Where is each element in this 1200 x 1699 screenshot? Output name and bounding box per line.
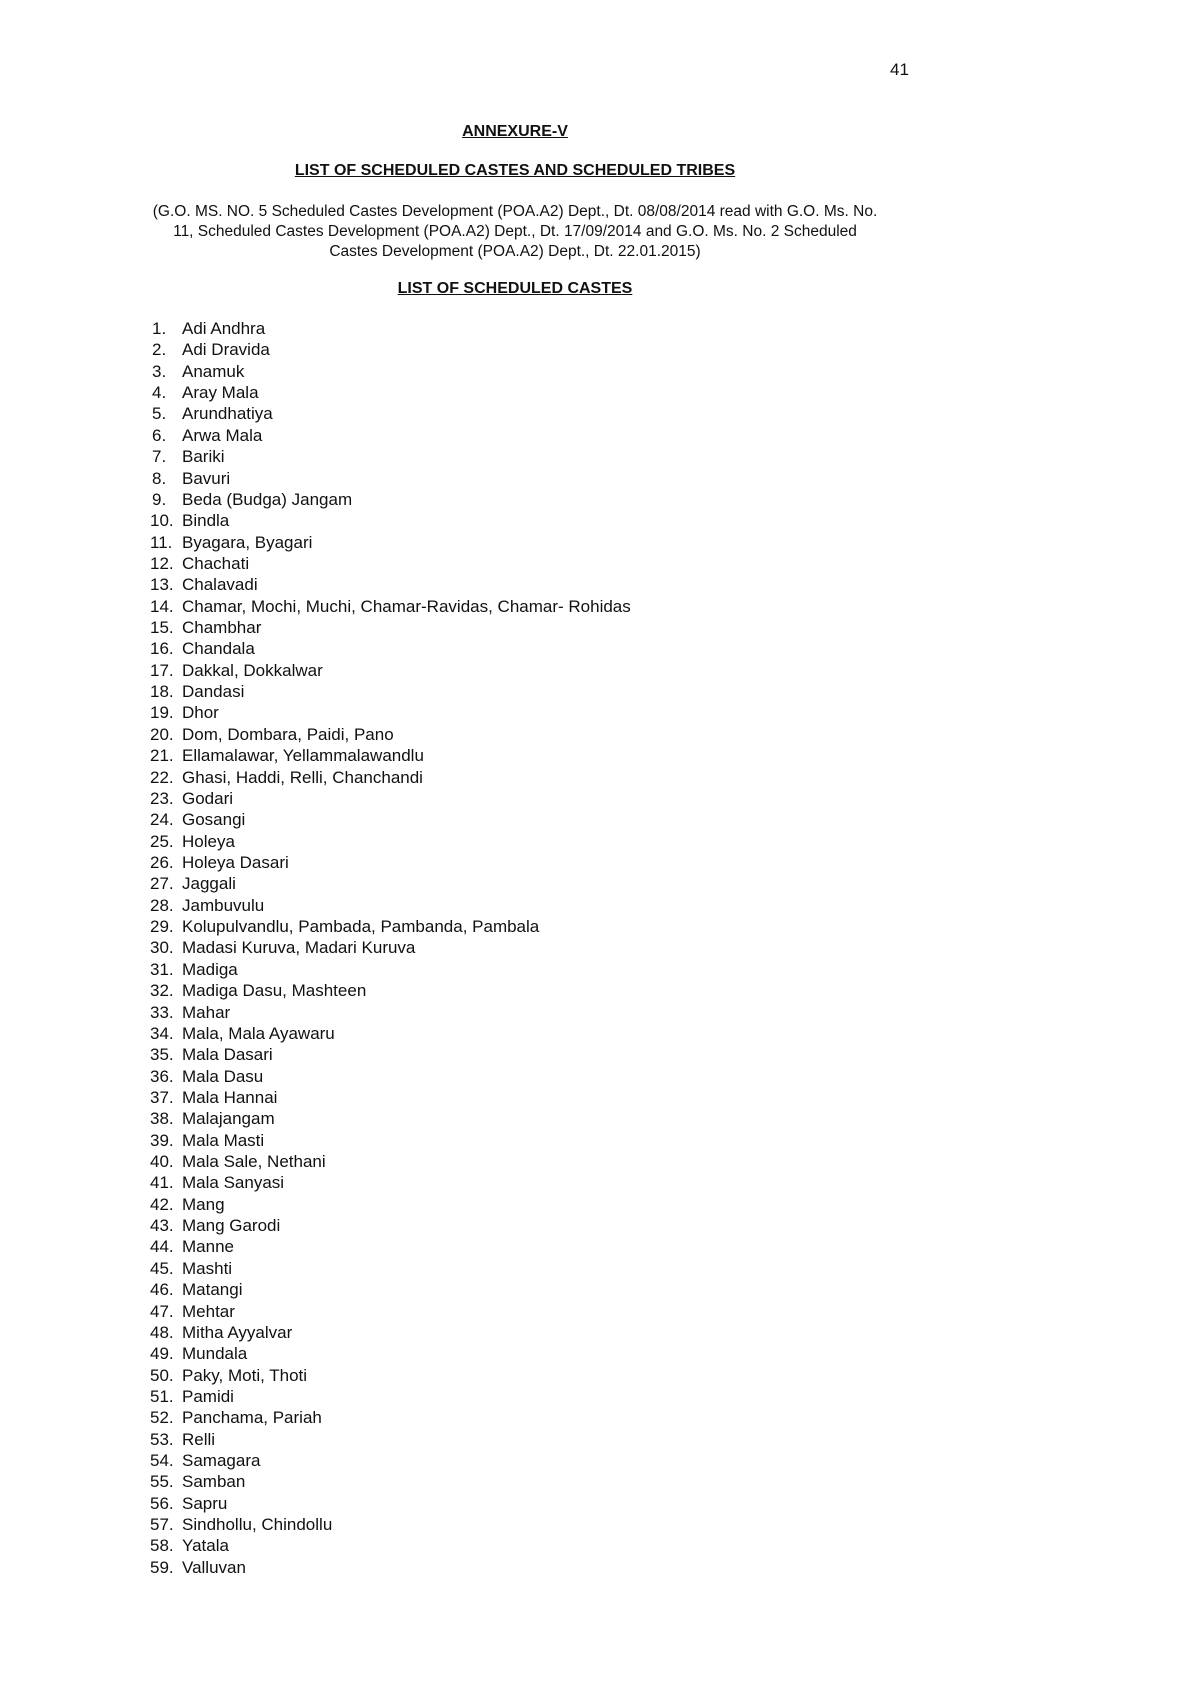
list-item-name: Madasi Kuruva, Madari Kuruva: [182, 938, 416, 958]
list-item-number: 45.: [150, 1258, 174, 1278]
list-item: [150, 702, 631, 723]
list-item-number: 30.: [150, 938, 174, 958]
list-item-name: Paky, Moti, Thoti: [182, 1365, 308, 1385]
document-title: LIST OF SCHEDULED CASTES AND SCHEDULED TRIBES: [294, 162, 736, 179]
list-item-number: 44.: [150, 1237, 174, 1257]
list-item: [150, 852, 631, 873]
list-item: [150, 1044, 631, 1065]
list-item-name: Mehtar: [182, 1301, 235, 1321]
list-item-number: 41.: [150, 1173, 174, 1193]
list-item-name: Malajangam: [182, 1109, 275, 1129]
list-item: [150, 1130, 631, 1151]
list-item-name: Mitha Ayyalvar: [182, 1322, 293, 1342]
list-item-number: 33.: [150, 1002, 174, 1022]
list-item: [150, 980, 631, 1001]
list-item-number: 20.: [150, 724, 174, 744]
list-item-name: Chandala: [182, 639, 255, 659]
list-item-name: Chambhar: [182, 618, 262, 638]
list-item: [150, 574, 631, 595]
go-reference-line-3: Castes Development (POA.A2) Dept., Dt. 22.01.2015): [329, 243, 701, 260]
list-item-name: Sindhollu, Chindollu: [182, 1515, 333, 1535]
list-item: [150, 403, 631, 424]
list-item: [150, 660, 631, 681]
list-item: [150, 916, 631, 937]
list-item: [150, 1322, 631, 1343]
scheduled-castes-list: [150, 318, 631, 1578]
list-item-number: 15.: [150, 618, 174, 638]
list-item: [150, 446, 631, 467]
list-item-name: Holeya: [182, 831, 235, 851]
list-item-number: 21.: [150, 746, 174, 766]
list-item: [150, 1172, 631, 1193]
list-item-name: Dom, Dombara, Paidi, Pano: [182, 724, 394, 744]
list-item: [150, 553, 631, 574]
list-item-number: 50.: [150, 1365, 174, 1385]
list-item: [150, 1535, 631, 1556]
list-item-name: Yatala: [182, 1536, 229, 1556]
list-item-name: Bariki: [182, 447, 225, 467]
list-item: [150, 1471, 631, 1492]
list-item-name: Valluvan: [182, 1557, 246, 1577]
list-item: [150, 1002, 631, 1023]
list-item-name: Mang: [182, 1194, 225, 1214]
list-item: [150, 1194, 631, 1215]
list-item-number: 28.: [150, 895, 174, 915]
list-item-number: 25.: [150, 831, 174, 851]
list-item-number: 18.: [150, 682, 174, 702]
list-item-number: 32.: [150, 981, 174, 1001]
list-item-number: 48.: [150, 1322, 174, 1342]
list-item-number: 23.: [150, 788, 174, 808]
list-item-number: 16.: [150, 639, 174, 659]
list-item-name: Madiga Dasu, Mashteen: [182, 981, 367, 1001]
list-item: [150, 532, 631, 553]
list-item: [150, 1215, 631, 1236]
list-item-name: Matangi: [182, 1280, 243, 1300]
list-item-number: 12.: [150, 553, 174, 573]
list-item-number: 34.: [150, 1023, 174, 1043]
list-item-name: Pamidi: [182, 1386, 234, 1406]
list-item-number: 40.: [150, 1152, 174, 1172]
list-item: [150, 937, 631, 958]
list-item: [150, 1066, 631, 1087]
list-item: [150, 468, 631, 489]
list-item: [150, 895, 631, 916]
list-item: [150, 724, 631, 745]
list-item-number: 29.: [150, 917, 174, 937]
list-item-name: Samagara: [182, 1451, 261, 1471]
list-item: [150, 831, 631, 852]
list-item-number: 24.: [150, 810, 174, 830]
list-item-number: 58.: [150, 1536, 174, 1556]
list-item: [150, 318, 631, 339]
list-item: [150, 1365, 631, 1386]
go-reference-line-1: (G.O. MS. NO. 5 Scheduled Castes Development (POA.A2) Dept., Dt. 08/08/2014 read with G.O. Ms. No.: [152, 203, 878, 220]
list-item-name: Chalavadi: [182, 575, 258, 595]
list-item: [150, 788, 631, 809]
list-item-number: 22.: [150, 767, 174, 787]
list-item-name: Mala Sanyasi: [182, 1173, 285, 1193]
list-item: [150, 1407, 631, 1428]
list-item-number: 8.: [152, 468, 167, 488]
list-item-name: Sapru: [182, 1493, 228, 1513]
list-item-number: 54.: [150, 1451, 174, 1471]
list-item-number: 42.: [150, 1194, 174, 1214]
list-item: [150, 1493, 631, 1514]
list-item: [150, 489, 631, 510]
list-item-number: 56.: [150, 1493, 174, 1513]
list-item-number: 31.: [150, 959, 174, 979]
list-item-name: Mala, Mala Ayawaru: [182, 1023, 335, 1043]
list-item-name: Mang Garodi: [182, 1216, 281, 1236]
list-item-name: Mala Sale, Nethani: [182, 1152, 326, 1172]
list-item: [150, 959, 631, 980]
list-item-number: 51.: [150, 1386, 174, 1406]
list-item-name: Jaggali: [182, 874, 236, 894]
list-item-number: 27.: [150, 874, 174, 894]
list-item-number: 35.: [150, 1045, 174, 1065]
list-item-number: 52.: [150, 1408, 174, 1428]
list-item-name: Dandasi: [182, 682, 245, 702]
list-item-name: Beda (Budga) Jangam: [182, 489, 353, 509]
list-item-name: Dakkal, Dokkalwar: [182, 660, 323, 680]
list-item: [150, 617, 631, 638]
list-item-name: Mundala: [182, 1344, 248, 1364]
list-item-name: Mahar: [182, 1002, 231, 1022]
list-item-name: Mashti: [182, 1258, 233, 1278]
list-item-name: Relli: [182, 1429, 216, 1449]
list-item: [150, 1429, 631, 1450]
list-item: [150, 596, 631, 617]
list-item-number: 59.: [150, 1557, 174, 1577]
list-item-number: 9.: [152, 489, 167, 509]
list-item: [150, 638, 631, 659]
list-item-name: Mala Dasu: [182, 1066, 264, 1086]
list-item-name: Kolupulvandlu, Pambada, Pambanda, Pambala: [182, 917, 540, 937]
go-reference-line-2: 11, Scheduled Castes Development (POA.A2) Dept., Dt. 17/09/2014 and G.O. Ms. No. 2 Scheduled: [173, 223, 857, 240]
list-item: [150, 1450, 631, 1471]
list-item-number: 39.: [150, 1130, 174, 1150]
list-item-name: Mala Masti: [182, 1130, 265, 1150]
list-item-number: 6.: [152, 425, 167, 445]
annexure-heading: ANNEXURE-V: [462, 123, 568, 140]
section-title: LIST OF SCHEDULED CASTES: [397, 280, 633, 297]
page-number: 41: [890, 60, 909, 79]
list-item-number: 57.: [150, 1515, 174, 1535]
list-item: [150, 361, 631, 382]
list-item-name: Jambuvulu: [182, 895, 265, 915]
list-item-number: 14.: [150, 596, 174, 616]
list-item-name: Dhor: [182, 703, 219, 723]
list-item-number: 53.: [150, 1429, 174, 1449]
list-item-number: 10.: [150, 511, 174, 531]
list-item-name: Byagara, Byagari: [182, 532, 313, 552]
list-item-number: 46.: [150, 1280, 174, 1300]
list-item-name: Manne: [182, 1237, 234, 1257]
list-item-number: 5.: [152, 404, 167, 424]
go-reference: [110, 202, 920, 262]
list-item: [150, 1023, 631, 1044]
list-item: [150, 1386, 631, 1407]
list-item: [150, 767, 631, 788]
list-item-name: Arwa Mala: [182, 425, 263, 445]
list-item-name: Ellamalawar, Yellammalawandlu: [182, 746, 424, 766]
list-item-name: Samban: [182, 1472, 246, 1492]
list-item: [150, 681, 631, 702]
list-item-number: 43.: [150, 1216, 174, 1236]
list-item-name: Madiga: [182, 959, 238, 979]
list-item-number: 17.: [150, 660, 174, 680]
list-item-number: 7.: [152, 447, 167, 467]
list-item: [150, 1258, 631, 1279]
list-item-number: 55.: [150, 1472, 174, 1492]
list-item-number: 19.: [150, 703, 174, 723]
list-item: [150, 510, 631, 531]
list-item: [150, 809, 631, 830]
list-item-name: Chachati: [182, 553, 250, 573]
list-item-name: Chamar, Mochi, Muchi, Chamar-Ravidas, Chamar- Rohidas: [182, 596, 631, 616]
list-item-number: 1.: [152, 319, 167, 338]
list-item: [150, 339, 631, 360]
list-item-name: Adi Andhra: [182, 319, 266, 338]
list-item-number: 38.: [150, 1109, 174, 1129]
list-item: [150, 1151, 631, 1172]
list-item-name: Anamuk: [182, 361, 245, 381]
list-item-number: 4.: [152, 383, 167, 403]
list-item: [150, 382, 631, 403]
list-item-number: 36.: [150, 1066, 174, 1086]
list-item-number: 11.: [150, 532, 173, 552]
list-item-number: 26.: [150, 852, 174, 872]
list-item: [150, 1279, 631, 1300]
list-item: [150, 1557, 631, 1578]
list-item-number: 3.: [152, 361, 167, 381]
list-item-name: Gosangi: [182, 810, 246, 830]
list-item-number: 13.: [150, 575, 174, 595]
list-item-name: Adi Dravida: [182, 340, 270, 360]
list-item-number: 47.: [150, 1301, 174, 1321]
list-item: [150, 745, 631, 766]
list-item-name: Panchama, Pariah: [182, 1408, 322, 1428]
list-item-name: Holeya Dasari: [182, 852, 289, 872]
list-item-name: Godari: [182, 788, 234, 808]
list-item-number: 2.: [152, 340, 167, 360]
list-item-name: Aray Mala: [182, 383, 259, 403]
list-item-name: Mala Dasari: [182, 1045, 273, 1065]
list-item: [150, 1087, 631, 1108]
list-item: [150, 1301, 631, 1322]
list-item-number: 49.: [150, 1344, 174, 1364]
list-item-name: Arundhatiya: [182, 404, 273, 424]
list-item: [150, 1236, 631, 1257]
list-item: [150, 425, 631, 446]
list-item: [150, 1108, 631, 1129]
list-item-number: 37.: [150, 1087, 174, 1107]
list-item-name: Bavuri: [182, 468, 231, 488]
list-item-name: Mala Hannai: [182, 1087, 278, 1107]
list-item: [150, 1343, 631, 1364]
list-item: [150, 1514, 631, 1535]
list-item: [150, 873, 631, 894]
list-item-name: Bindla: [182, 511, 230, 531]
list-item-name: Ghasi, Haddi, Relli, Chanchandi: [182, 767, 423, 787]
